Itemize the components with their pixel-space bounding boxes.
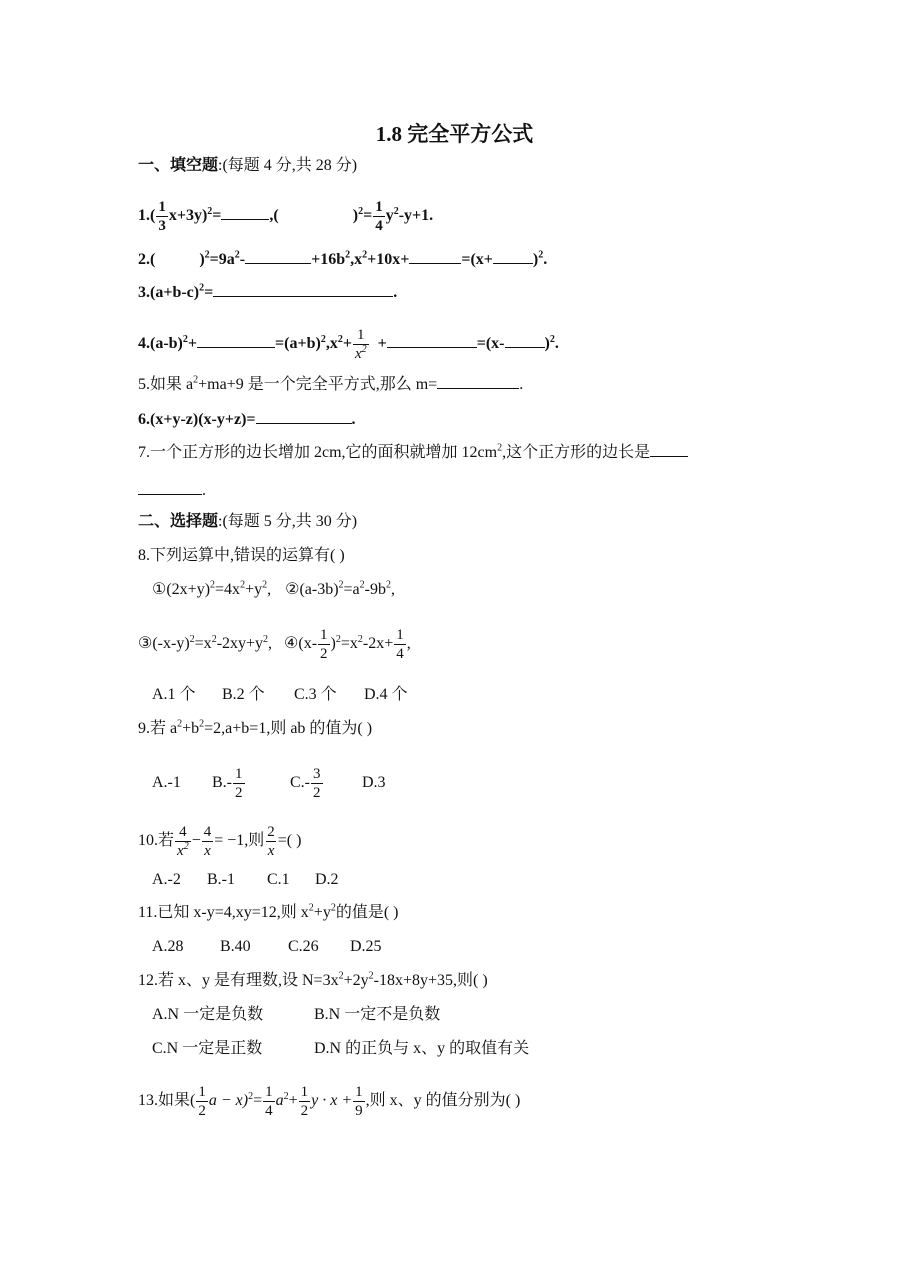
exponent: 2 — [337, 333, 343, 345]
q4-text: . — [554, 335, 559, 353]
exponent: 2 — [393, 205, 399, 217]
q11-text: +y — [313, 904, 331, 921]
answer-blank[interactable] — [387, 333, 477, 348]
q1-text: 1.( — [138, 207, 156, 225]
exponent: 2 — [193, 374, 199, 386]
option-a[interactable]: A.-2 — [152, 871, 181, 888]
question-13 — [138, 1083, 520, 1120]
q6-text: 6.(x+y-z)(x-y+z)= — [138, 411, 256, 428]
question-8 — [138, 546, 345, 566]
q3-text: . — [393, 284, 398, 301]
question-1 — [138, 198, 433, 235]
numerator: 1 — [355, 1084, 363, 1100]
option-b[interactable]: B.40 — [220, 938, 251, 955]
exponent: 2 — [320, 333, 326, 345]
denominator: 2 — [300, 1103, 309, 1119]
question-6 — [138, 409, 356, 430]
denominator: 4 — [375, 218, 383, 234]
exponent: 2 — [211, 633, 217, 645]
q12-options-row-2 — [152, 1039, 529, 1059]
q8-item: -9b — [364, 581, 386, 598]
exponent: 2 — [361, 344, 367, 355]
denominator: 4 — [396, 646, 404, 662]
exponent: 2 — [385, 579, 391, 591]
option-d[interactable]: D.N 的正负与 x、y 的取值有关 — [314, 1040, 530, 1057]
section-1-header — [138, 156, 357, 176]
option-c[interactable] — [290, 765, 362, 802]
exponent: 2 — [189, 633, 195, 645]
q2-text: ,x — [350, 251, 363, 268]
question-4 — [138, 326, 559, 363]
q13-text: a − x) — [208, 1092, 249, 1110]
option-a[interactable]: A.1 个 — [152, 686, 196, 703]
q9-stem: 9.若 a — [138, 720, 178, 737]
exponent: 2 — [338, 579, 344, 591]
option-b[interactable]: B.2 个 — [222, 686, 265, 703]
q8-item: =x — [340, 635, 358, 653]
q10-options — [152, 870, 339, 890]
exponent: 2 — [338, 970, 344, 982]
q8-item: ) — [330, 635, 336, 653]
exponent: 2 — [549, 333, 555, 345]
exponent: 2 — [283, 1090, 289, 1102]
answer-blank[interactable] — [256, 409, 352, 424]
exponent: 2 — [183, 841, 189, 852]
q8-item: ②(a-3b) — [285, 581, 339, 598]
q5-text: +ma+9 是一个完全平方式,那么 m= — [198, 376, 438, 393]
exponent: 2 — [362, 249, 368, 261]
q9-stem: +b — [182, 720, 200, 737]
option-b[interactable] — [212, 765, 290, 802]
exponent: 2 — [207, 205, 213, 217]
q2-text: 2.( — [138, 251, 156, 268]
denominator: x — [267, 843, 275, 859]
exponent: 2 — [234, 249, 240, 261]
q2-text: ) — [532, 251, 539, 268]
q8-item: , — [406, 635, 411, 653]
exponent: 2 — [359, 579, 365, 591]
denominator: 2 — [320, 646, 328, 662]
option-c[interactable]: C.1 — [267, 871, 290, 888]
numerator: 1 — [265, 1084, 273, 1100]
fraction — [394, 626, 406, 663]
q8-item: =4x — [215, 581, 241, 598]
denominator: 2 — [313, 785, 321, 801]
answer-blank[interactable] — [437, 374, 519, 389]
q10-text: = −1,则 — [214, 832, 265, 850]
q11-text: 11.已知 x-y=4,xy=12,则 x — [138, 904, 309, 921]
variable: x — [177, 843, 184, 859]
numerator: 1 — [235, 766, 243, 782]
q2-text: =9a — [209, 251, 235, 268]
q8-stem: 8.下列运算中,错误的运算有( ) — [138, 547, 345, 564]
option-a[interactable]: A.28 — [152, 938, 184, 955]
page-title: 1.8 完全平方公式 — [375, 122, 534, 146]
answer-blank[interactable] — [505, 333, 545, 348]
q8-item: +y — [245, 581, 263, 598]
answer-blank[interactable] — [245, 249, 311, 264]
numerator: 1 — [396, 627, 404, 643]
section-2-heading: 二、选择题 — [138, 513, 219, 530]
option-d[interactable]: D.25 — [350, 938, 382, 955]
q8-item: , — [267, 581, 272, 598]
q1-text: ,( — [269, 207, 279, 225]
option-b[interactable]: B.N 一定不是负数 — [314, 1006, 441, 1023]
exponent: 2 — [357, 633, 363, 645]
q8-items-row-2 — [138, 626, 411, 663]
q8-item: , — [268, 635, 273, 653]
section-2-header — [138, 512, 357, 532]
numerator: 1 — [320, 627, 328, 643]
option-d[interactable]: D.4 个 — [364, 686, 408, 703]
answer-blank[interactable] — [138, 480, 202, 495]
answer-blank[interactable] — [213, 282, 393, 297]
exponent: 2 — [199, 718, 205, 730]
q13-text: 13.如果( — [138, 1092, 196, 1110]
question-2 — [138, 249, 547, 270]
section-2-score: :(每题 5 分,共 30 分) — [218, 513, 358, 530]
q12-options-row-1 — [152, 1005, 440, 1025]
q8-item: ③(-x-y) — [138, 635, 190, 653]
question-12 — [138, 971, 488, 991]
exponent: 2 — [210, 579, 216, 591]
q4-text: =(a+b) — [275, 335, 321, 353]
q4-text: + — [187, 335, 198, 353]
q13-text: y · x + — [311, 1092, 353, 1110]
section-1-heading: 一、填空题 — [138, 157, 219, 174]
fraction — [202, 823, 214, 860]
numerator: 4 — [203, 824, 212, 840]
q2-text: +16b — [311, 251, 346, 268]
fraction — [175, 823, 191, 860]
q9-stem: =2,a+b=1,则 ab 的值为( ) — [204, 720, 373, 737]
option-c[interactable]: C.3 个 — [294, 686, 337, 703]
fraction — [265, 823, 277, 860]
q5-text: 5.如果 a — [138, 376, 194, 393]
q8-item: -2xy+y — [216, 635, 264, 653]
q8-item: =a — [343, 581, 360, 598]
exponent: 2 — [538, 249, 544, 261]
fraction — [263, 1083, 275, 1120]
q4-text: ,x — [325, 335, 338, 353]
q8-item: =x — [194, 635, 212, 653]
numerator: 4 — [179, 824, 187, 840]
denominator: 3 — [158, 218, 166, 234]
q1-text: y — [385, 207, 394, 225]
q6-text: . — [351, 411, 356, 428]
exponent: 2 — [335, 633, 341, 645]
denominator: 2 — [198, 1103, 206, 1119]
option-c[interactable]: C.N 一定是正数 — [152, 1040, 263, 1057]
exponent: 2 — [345, 249, 351, 261]
numerator: 1 — [357, 327, 365, 343]
q3-text: = — [204, 284, 214, 301]
numerator: 1 — [198, 1084, 206, 1100]
q12-text: -18x+8y+35,则( ) — [373, 972, 488, 989]
fraction — [353, 326, 369, 363]
denominator: 4 — [265, 1103, 273, 1119]
exponent: 2 — [199, 282, 205, 294]
fraction — [233, 765, 245, 802]
answer-blank[interactable] — [650, 442, 688, 457]
fraction — [311, 765, 323, 802]
q4-text: =(x- — [476, 335, 505, 353]
q2-text: ) — [199, 251, 205, 268]
q2-text: +10x+ — [367, 251, 410, 268]
variable: x — [354, 346, 362, 362]
q11-options — [152, 937, 382, 957]
option-c[interactable]: C.26 — [288, 938, 319, 955]
exponent: 2 — [263, 633, 269, 645]
q8-item: -2x+ — [362, 635, 394, 653]
q8-item: , — [390, 581, 395, 598]
option-a[interactable]: A.N 一定是负数 — [152, 1006, 264, 1023]
fraction — [353, 1083, 365, 1120]
numerator: 2 — [267, 824, 275, 840]
answer-blank[interactable] — [221, 205, 269, 220]
q2-text: =(x+ — [461, 251, 493, 268]
q1-text: = — [212, 207, 222, 225]
numerator: 1 — [158, 199, 166, 215]
question-10 — [138, 823, 301, 860]
option-d[interactable]: D.2 — [315, 871, 339, 888]
exponent: 2 — [358, 205, 364, 217]
exponent: 2 — [248, 1090, 254, 1102]
q8-options — [152, 685, 408, 705]
section-1-score: :(每题 4 分,共 28 分) — [218, 157, 358, 174]
q4-text: 4.(a-b) — [138, 335, 183, 353]
q13-text: + — [288, 1092, 298, 1110]
denominator — [353, 344, 369, 363]
q1-text: -y+1. — [398, 207, 434, 225]
answer-blank[interactable] — [493, 249, 533, 264]
numerator: 1 — [300, 1084, 309, 1100]
q1-text: = — [363, 207, 373, 225]
q8-item: ④(x- — [284, 635, 318, 653]
exponent: 2 — [177, 718, 183, 730]
q8-items-row-1 — [152, 580, 395, 600]
fraction — [373, 198, 385, 235]
exponent: 2 — [262, 579, 268, 591]
answer-blank[interactable] — [409, 249, 461, 264]
q7-text: ,这个正方形的边长是 — [502, 444, 651, 461]
denominator: x — [204, 843, 211, 859]
q13-text: = — [253, 1092, 263, 1110]
q1-text: x+3y) — [168, 207, 208, 225]
q12-text: 12.若 x、y 是有理数,设 N=3x — [138, 972, 339, 989]
q3-text: 3.(a+b-c) — [138, 284, 200, 301]
q10-text: =( ) — [277, 832, 302, 850]
fraction — [156, 198, 168, 235]
q10-text: 10.若 — [138, 832, 175, 850]
question-11 — [138, 903, 399, 923]
q1-text: ) — [352, 207, 359, 225]
fraction — [318, 626, 330, 663]
q12-text: +2y — [343, 972, 369, 989]
denominator: 2 — [235, 785, 243, 801]
exponent: 2 — [240, 579, 246, 591]
exponent: 2 — [182, 333, 188, 345]
exponent: 2 — [497, 442, 503, 454]
q10-text: − — [191, 832, 201, 850]
question-7-continued — [138, 480, 206, 501]
q5-text: . — [519, 376, 524, 393]
fraction — [299, 1083, 311, 1120]
exponent: 2 — [368, 970, 374, 982]
option-a[interactable]: A.-1 — [152, 774, 181, 792]
answer-blank[interactable] — [197, 333, 275, 348]
question-3 — [138, 282, 397, 303]
q7-text: 7.一个正方形的边长增加 2cm,它的面积就增加 12cm — [138, 444, 498, 461]
q7-text: . — [202, 482, 206, 499]
q13-text: ,则 x、y 的值分别为( ) — [365, 1092, 521, 1110]
q2-text: - — [239, 251, 246, 268]
denominator: 9 — [355, 1103, 363, 1119]
numerator: 1 — [375, 199, 383, 215]
fraction — [196, 1083, 208, 1120]
question-9 — [138, 719, 372, 739]
option-d[interactable]: D.3 — [362, 774, 386, 792]
q2-text: . — [543, 251, 548, 268]
q8-item: ①(2x+y) — [152, 581, 211, 598]
question-5 — [138, 374, 523, 395]
exponent: 2 — [330, 902, 336, 914]
q4-text: + — [342, 335, 352, 353]
option-c-label: C.- — [290, 774, 310, 792]
denominator — [175, 841, 191, 860]
exponent: 2 — [204, 249, 210, 261]
option-b-label: B.- — [212, 774, 232, 792]
q9-options — [152, 765, 386, 802]
option-b[interactable]: B.-1 — [207, 871, 235, 888]
q13-text: a — [275, 1092, 284, 1110]
q11-text: 的值是( ) — [335, 904, 399, 921]
question-7 — [138, 442, 688, 463]
numerator: 3 — [313, 766, 321, 782]
q4-text: ) — [544, 335, 550, 353]
exponent: 2 — [308, 902, 314, 914]
q4-text: + — [377, 335, 387, 353]
